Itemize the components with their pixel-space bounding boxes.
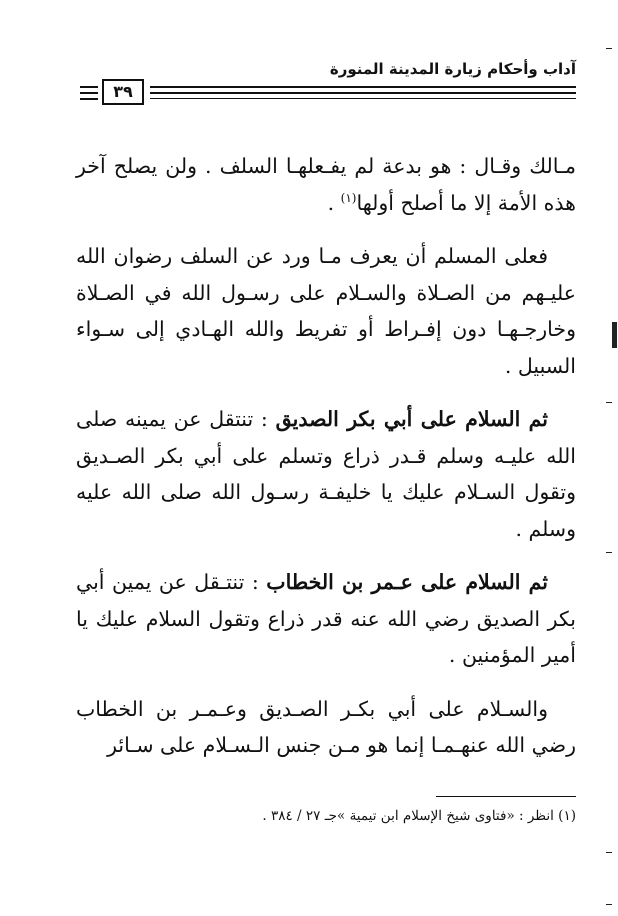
header-rule xyxy=(150,92,576,94)
paragraph: فعلى المسلم أن يعرف مـا ورد عن السلف رضوان الله عليـهم من الصـلاة والسـلام على رسـول الله في الصـلاة وخارجـهـا دون إفـراط أو تفريط والله الهـادي إلى سـواء السبيل . xyxy=(76,244,576,378)
paragraph xyxy=(76,148,576,221)
section-lead: ثم السلام على أبي بكر الصديق xyxy=(275,407,549,431)
footnote: (١) انظر : «فتاوى شيخ الإسلام ابن تيمية »جـ ٢٧ / ٣٨٤ . xyxy=(262,808,576,824)
scan-edge-mark xyxy=(606,552,612,553)
page-number: ٣٩ xyxy=(102,79,144,105)
ornament-bar xyxy=(80,98,98,100)
paragraph-end: . xyxy=(327,190,341,215)
scan-edge-mark xyxy=(612,322,617,348)
paragraph-text: مـالك وقـال : هو بدعة لم يفـعلهـا السلف . ولن يصلح آخر هذه الأمة إلا ما أصلح أولها xyxy=(76,154,576,215)
ornament-bar xyxy=(80,86,98,88)
scan-edge-mark xyxy=(606,48,612,49)
paragraph-text: : تنتـقل عن يمين أبي بكر الصديق رضي الله عنه قدر ذراع وتقول السلام عليك يا أمير المؤمنين . xyxy=(76,570,576,667)
paragraph xyxy=(76,564,576,674)
header-rule xyxy=(150,86,576,88)
ornament-bar xyxy=(80,92,98,94)
footnote-rule xyxy=(436,796,576,797)
paragraph-text: : تنتقل عن يمينه صلى الله عليـه وسلم قـدر ذراع وتسلم على أبي بكر الصـديق وتقول السـلام عليك يا خليفـة رسـول الله صلى الله عليه وسلم . xyxy=(76,407,576,541)
footnote-marker[interactable]: (١) xyxy=(340,190,357,205)
scan-edge-mark xyxy=(606,402,612,403)
paragraph: والسـلام على أبي بكـر الصـديق وعـمـر بن الخطاب رضي الله عنهـمـا إنما هو مـن جنس الـسـلام على سـائر xyxy=(76,696,576,757)
scan-edge-mark xyxy=(606,904,612,905)
paragraph xyxy=(76,401,576,547)
section-lead: ثم السلام على عـمر بن الخطاب xyxy=(266,570,548,594)
running-title: آداب وأحكام زيارة المدينة المنورة xyxy=(329,60,576,78)
header-ornament xyxy=(80,86,98,104)
header-rule xyxy=(150,98,576,99)
body-text xyxy=(76,148,576,781)
scan-edge-mark xyxy=(606,852,612,853)
